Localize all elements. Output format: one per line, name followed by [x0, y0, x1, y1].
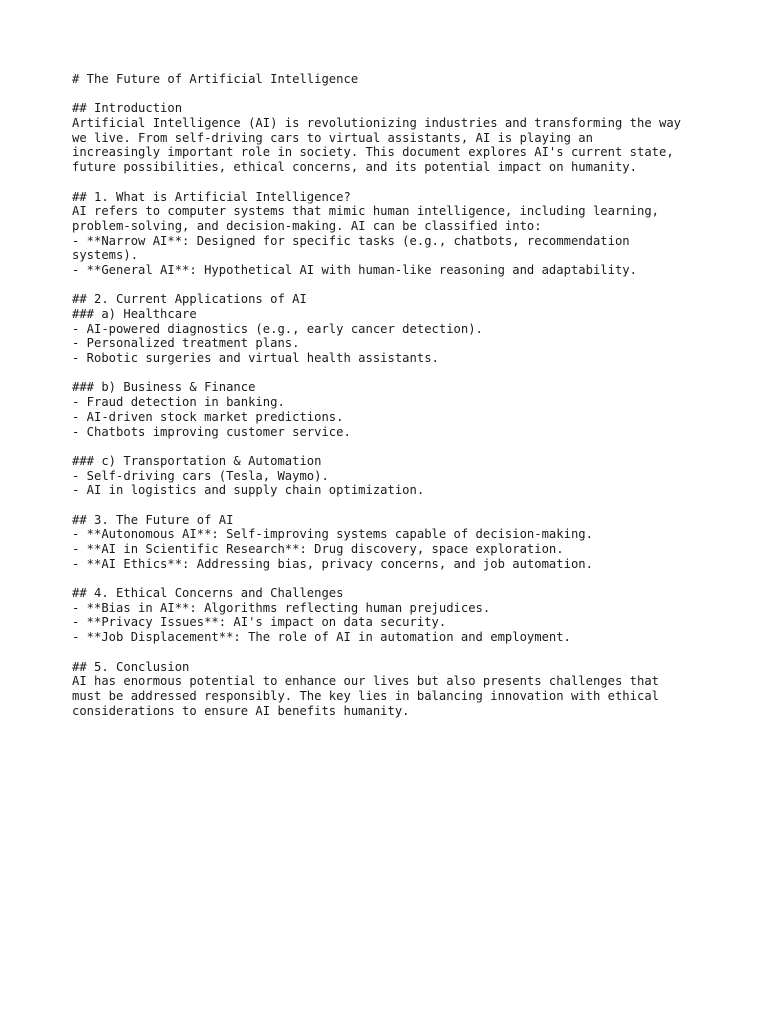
list-item: - **AI Ethics**: Addressing bias, privacy concerns, and job automation.: [72, 556, 593, 571]
paragraph-spacer: [72, 571, 732, 586]
text-line: future possibilities, ethical concerns, and its potential impact on humanity.: [72, 160, 637, 175]
list-item: - **Job Displacement**: The role of AI in automation and employment.: [72, 630, 571, 645]
paragraph-spacer: [72, 498, 732, 513]
list-item: - **AI in Scientific Research**: Drug discovery, space exploration.: [72, 542, 564, 556]
paragraph-spacer: [72, 645, 732, 660]
list-item: - **Narrow AI**: Designed for specific tasks (e.g., chatbots, recommendation: [72, 233, 630, 248]
paragraph-spacer: [72, 366, 732, 381]
list-item: - Fraud detection in banking.: [72, 395, 285, 410]
subsection-heading: ### b) Business & Finance: [72, 380, 256, 395]
text-line: considerations to ensure AI benefits humanity.: [72, 703, 410, 718]
paragraph-spacer: [72, 278, 732, 293]
text-line: problem-solving, and decision-making. AI can be classified into:: [72, 218, 542, 233]
paragraph-spacer: [72, 87, 732, 102]
list-item: - AI-powered diagnostics (e.g., early cancer detection).: [72, 321, 483, 336]
text-line: AI has enormous potential to enhance our lives but also presents challenges that: [72, 674, 659, 689]
list-item: - **Privacy Issues**: AI's impact on data security.: [72, 615, 447, 630]
document-title: # The Future of Artificial Intelligence: [72, 72, 359, 86]
paragraph-spacer: [72, 175, 732, 190]
list-item: - Personalized treatment plans.: [72, 336, 300, 351]
text-line: Artificial Intelligence (AI) is revolutionizing industries and transforming the way: [72, 116, 682, 131]
list-item: - **Autonomous AI**: Self-improving systems capable of decision-making.: [72, 527, 593, 542]
text-line: AI refers to computer systems that mimic human intelligence, including learning,: [72, 204, 659, 219]
list-item: - Self-driving cars (Tesla, Waymo).: [72, 468, 329, 483]
list-item: - AI-driven stock market predictions.: [72, 409, 344, 424]
section-heading: ## 2. Current Applications of AI: [72, 292, 307, 307]
section-heading: ## 4. Ethical Concerns and Challenges: [72, 586, 344, 601]
section-heading: ## Introduction: [72, 101, 183, 116]
text-line: systems).: [72, 248, 139, 263]
text-line: we live. From self-driving cars to virtual assistants, AI is playing an: [72, 130, 593, 145]
list-item: - **Bias in AI**: Algorithms reflecting human prejudices.: [72, 600, 491, 615]
section-heading: ## 5. Conclusion: [72, 659, 190, 674]
list-item: - Robotic surgeries and virtual health assistants.: [72, 351, 439, 366]
paragraph-spacer: [72, 439, 732, 454]
section-heading: ## 1. What is Artificial Intelligence?: [72, 189, 351, 204]
list-item: - Chatbots improving customer service.: [72, 424, 351, 439]
text-line: increasingly important role in society. This document explores AI's current state,: [72, 145, 674, 160]
document-body: [72, 72, 732, 718]
subsection-heading: ### a) Healthcare: [72, 307, 197, 321]
list-item: - AI in logistics and supply chain optimization.: [72, 483, 425, 498]
text-line: must be addressed responsibly. The key lies in balancing innovation with ethical: [72, 688, 659, 703]
section-heading: ## 3. The Future of AI: [72, 512, 234, 527]
subsection-heading: ### c) Transportation & Automation: [72, 453, 322, 468]
list-item: - **General AI**: Hypothetical AI with human-like reasoning and adaptability.: [72, 262, 637, 277]
